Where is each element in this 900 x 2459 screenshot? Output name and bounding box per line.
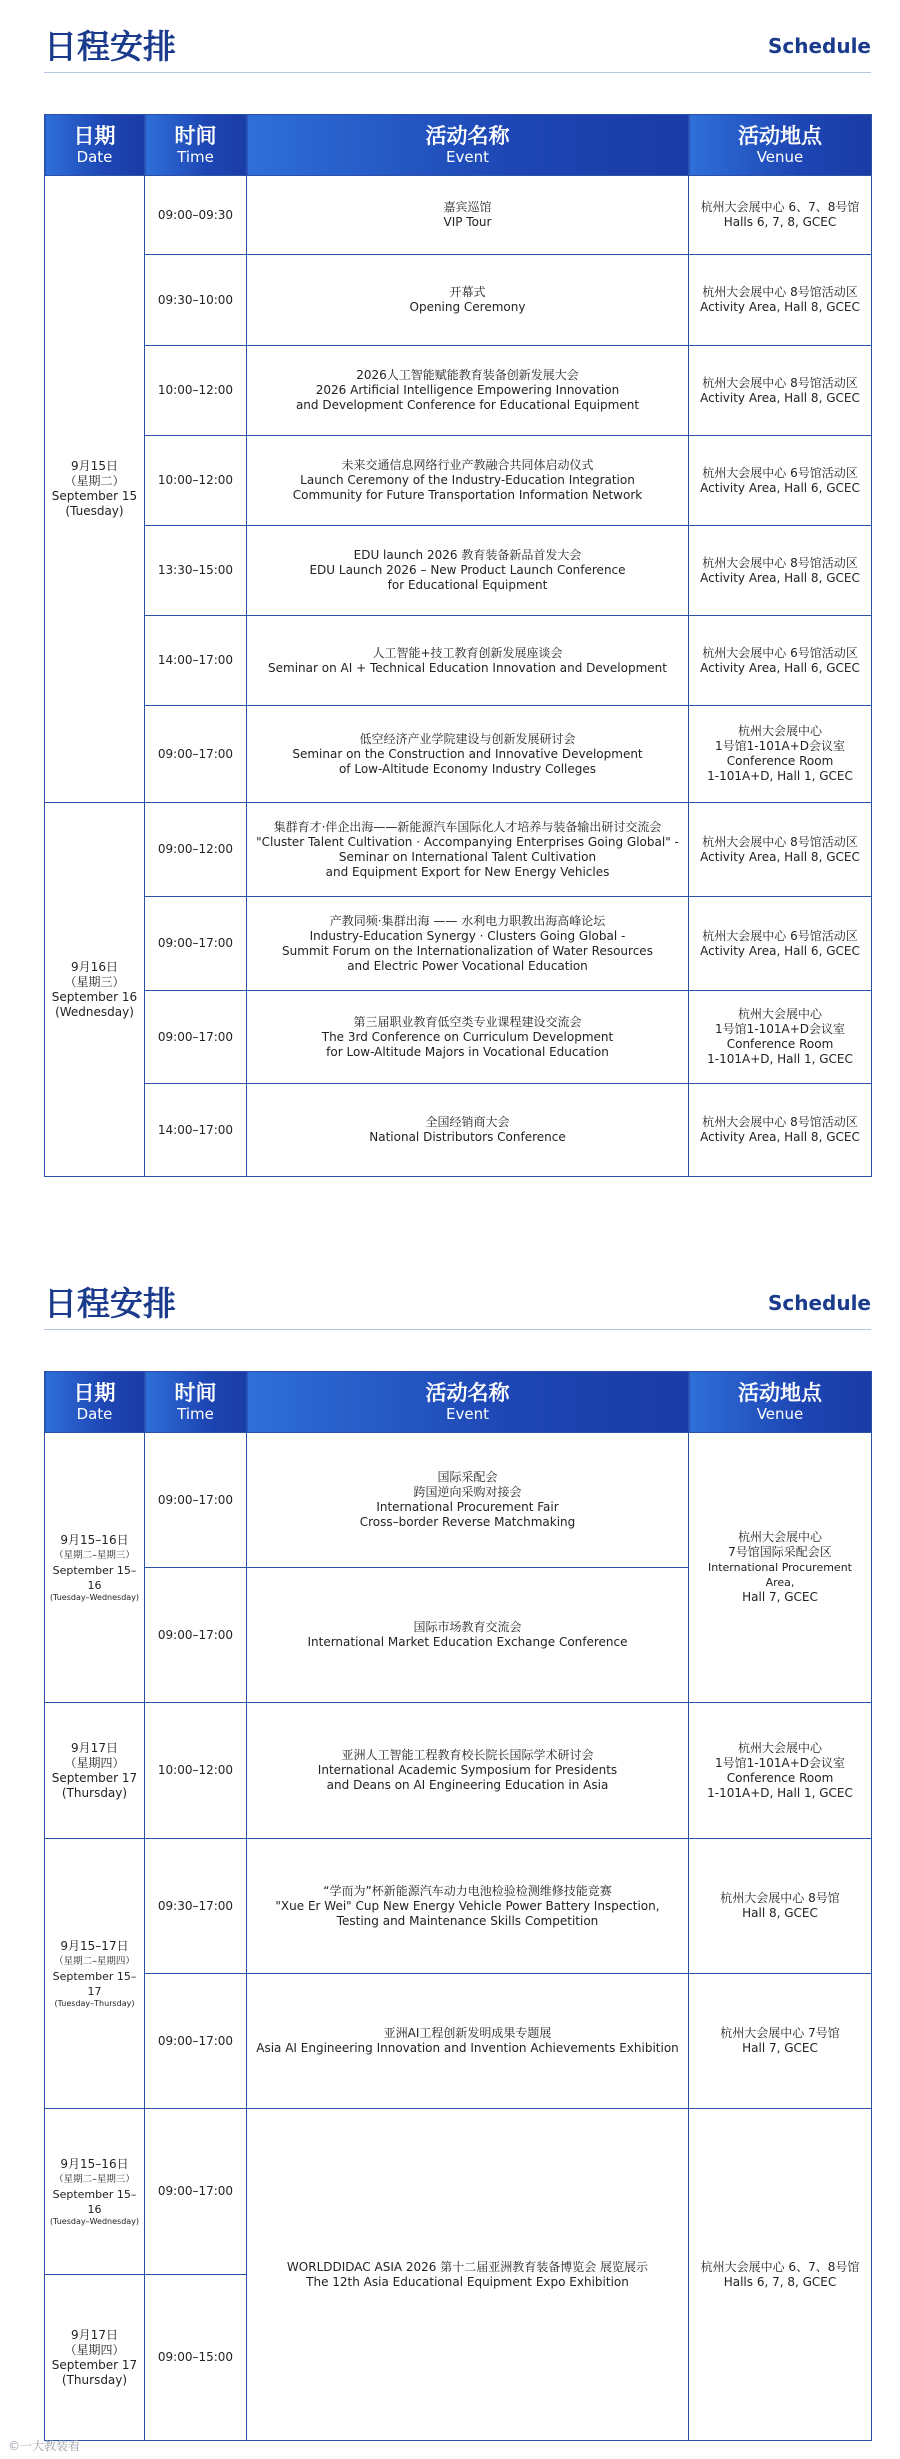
col-header-event: 活动名称 Event — [247, 1372, 689, 1433]
watermark: ©一大教装看 — [8, 2439, 81, 2453]
table-row — [45, 706, 872, 803]
venue-cell: 杭州大会展中心 7号馆国际采配会区 International Procurement Area, Hall 7, GCEC — [689, 1433, 872, 1703]
event-cell: “学而为”杯新能源汽车动力电池检验检测维修技能竞赛 "Xue Er Wei" Cup New Energy Vehicle Power Battery Inspection, Testing and Maintenance Skills Competition — [247, 1839, 689, 1974]
venue-cell: 杭州大会展中心 6、7、8号馆 Halls 6, 7, 8, GCEC — [689, 176, 872, 255]
table-row — [45, 255, 872, 346]
table-row — [45, 346, 872, 436]
event-cell: 开幕式 Opening Ceremony — [247, 255, 689, 346]
time-cell: 09:30–10:00 — [145, 255, 247, 346]
time-cell: 09:00–17:00 — [145, 1974, 247, 2109]
time-cell: 09:00–15:00 — [145, 2275, 247, 2441]
venue-cell: 杭州大会展中心 7号馆 Hall 7, GCEC — [689, 1974, 872, 2109]
event-cell: WORLDDIDAC ASIA 2026 第十二届亚洲教育装备博览会 展览展示 The 12th Asia Educational Equipment Expo Exhibition — [247, 2109, 689, 2441]
schedule-table-2 — [44, 1371, 872, 2441]
table-row — [45, 436, 872, 526]
date-cell: 9月16日 （星期三） September 16 (Wednesday) — [45, 803, 145, 1177]
venue-cell: 杭州大会展中心 8号馆活动区 Activity Area, Hall 8, GCEC — [689, 255, 872, 346]
col-header-venue: 活动地点 Venue — [689, 1372, 872, 1433]
col-header-event: 活动名称 Event — [247, 115, 689, 176]
time-cell: 14:00–17:00 — [145, 1084, 247, 1177]
event-cell: 亚洲AI工程创新发明成果专题展 Asia AI Engineering Innovation and Invention Achievements Exhibition — [247, 1974, 689, 2109]
table-row — [45, 2109, 872, 2275]
venue-cell: 杭州大会展中心 6号馆活动区 Activity Area, Hall 6, GCEC — [689, 616, 872, 706]
time-cell: 09:30–17:00 — [145, 1839, 247, 1974]
table-row — [45, 1974, 872, 2109]
page-title: 日程安排 — [44, 1284, 176, 1323]
venue-cell: 杭州大会展中心 1号馆1-101A+D会议室 Conference Room 1-101A+D, Hall 1, GCEC — [689, 706, 872, 803]
section-header — [44, 1283, 871, 1330]
time-cell: 09:00–17:00 — [145, 706, 247, 803]
time-cell: 14:00–17:00 — [145, 616, 247, 706]
time-cell: 09:00–17:00 — [145, 2109, 247, 2275]
event-cell: 未来交通信息网络行业产教融合共同体启动仪式 Launch Ceremony of the Industry-Education Integration Community for Future Transportation Information Network — [247, 436, 689, 526]
event-cell: 国际采配会 跨国逆向采购对接会 International Procurement Fair Cross–border Reverse Matchmaking — [247, 1433, 689, 1568]
date-cell: 9月15日 （星期二） September 15 (Tuesday) — [45, 176, 145, 803]
venue-cell: 杭州大会展中心 6号馆活动区 Activity Area, Hall 6, GCEC — [689, 436, 872, 526]
table-row — [45, 803, 872, 897]
event-cell: 产教同频·集群出海 —— 水利电力职教出海高峰论坛 Industry-Education Synergy · Clusters Going Global - Summit Forum on the Internationalization of Water Resources and Electric Power Vocational Education — [247, 897, 689, 991]
table-row — [45, 176, 872, 255]
venue-cell: 杭州大会展中心 1号馆1-101A+D会议室 Conference Room 1-101A+D, Hall 1, GCEC — [689, 1703, 872, 1839]
table-row — [45, 897, 872, 991]
table-header-row — [45, 1372, 872, 1433]
table-row — [45, 1433, 872, 1568]
page-title: 日程安排 — [44, 27, 176, 66]
page-title-en: Schedule — [767, 34, 871, 58]
venue-cell: 杭州大会展中心 8号馆活动区 Activity Area, Hall 8, GCEC — [689, 1084, 872, 1177]
table-row — [45, 1703, 872, 1839]
table-row — [45, 1839, 872, 1974]
time-cell: 09:00–17:00 — [145, 991, 247, 1084]
table-row — [45, 1084, 872, 1177]
time-cell: 10:00–12:00 — [145, 1703, 247, 1839]
event-cell: 2026人工智能赋能教育装备创新发展大会 2026 Artificial Intelligence Empowering Innovation and Development Conference for Educational Equipment — [247, 346, 689, 436]
schedule-table-1 — [44, 114, 872, 1177]
time-cell: 09:00–17:00 — [145, 1433, 247, 1568]
venue-cell: 杭州大会展中心 8号馆活动区 Activity Area, Hall 8, GCEC — [689, 346, 872, 436]
event-cell: 集群育才·伴企出海——新能源汽车国际化人才培养与装备输出研讨交流会 "Cluster Talent Cultivation · Accompanying Enterprises Going Global" - Seminar on International Talent Cultivation and Equipment Export for New Energy Vehicles — [247, 803, 689, 897]
col-header-time: 时间 Time — [145, 115, 247, 176]
venue-cell: 杭州大会展中心 8号馆 Hall 8, GCEC — [689, 1839, 872, 1974]
col-header-time: 时间 Time — [145, 1372, 247, 1433]
table-row — [45, 526, 872, 616]
event-cell: EDU launch 2026 教育装备新品首发大会 EDU Launch 2026 – New Product Launch Conference for Educational Equipment — [247, 526, 689, 616]
venue-cell: 杭州大会展中心 8号馆活动区 Activity Area, Hall 8, GCEC — [689, 526, 872, 616]
col-header-venue: 活动地点 Venue — [689, 115, 872, 176]
venue-cell: 杭州大会展中心 6号馆活动区 Activity Area, Hall 6, GCEC — [689, 897, 872, 991]
event-cell: 第三届职业教育低空类专业课程建设交流会 The 3rd Conference on Curriculum Development for Low-Altitude Majors in Vocational Education — [247, 991, 689, 1084]
date-cell: 9月17日 （星期四） September 17 (Thursday) — [45, 2275, 145, 2441]
date-cell: 9月17日 （星期四） September 17 (Thursday) — [45, 1703, 145, 1839]
time-cell: 13:30–15:00 — [145, 526, 247, 616]
event-cell: 国际市场教育交流会 International Market Education Exchange Conference — [247, 1568, 689, 1703]
event-cell: 低空经济产业学院建设与创新发展研讨会 Seminar on the Construction and Innovative Development of Low-Altitude Economy Industry Colleges — [247, 706, 689, 803]
event-cell: 亚洲人工智能工程教育校长院长国际学术研讨会 International Academic Symposium for Presidents and Deans on AI Engineering Education in Asia — [247, 1703, 689, 1839]
venue-cell: 杭州大会展中心 1号馆1-101A+D会议室 Conference Room 1-101A+D, Hall 1, GCEC — [689, 991, 872, 1084]
page-title-en: Schedule — [767, 1291, 871, 1315]
section-header — [44, 26, 871, 73]
event-cell: 人工智能+技工教育创新发展座谈会 Seminar on AI + Technical Education Innovation and Development — [247, 616, 689, 706]
col-header-date: 日期 Date — [45, 1372, 145, 1433]
date-cell: 9月15–17日 （星期二–星期四） September 15–17 (Tuesday–Thursday) — [45, 1839, 145, 2109]
date-cell: 9月15–16日 （星期二–星期三） September 15–16 (Tuesday–Wednesday) — [45, 1433, 145, 1703]
table-row — [45, 616, 872, 706]
time-cell: 10:00–12:00 — [145, 346, 247, 436]
table-header-row — [45, 115, 872, 176]
event-cell: 全国经销商大会 National Distributors Conference — [247, 1084, 689, 1177]
time-cell: 09:00–17:00 — [145, 897, 247, 991]
col-header-date: 日期 Date — [45, 115, 145, 176]
time-cell: 09:00–12:00 — [145, 803, 247, 897]
venue-cell: 杭州大会展中心 6、7、8号馆 Halls 6, 7, 8, GCEC — [689, 2109, 872, 2441]
time-cell: 09:00–09:30 — [145, 176, 247, 255]
event-cell: 嘉宾巡馆 VIP Tour — [247, 176, 689, 255]
venue-cell: 杭州大会展中心 8号馆活动区 Activity Area, Hall 8, GCEC — [689, 803, 872, 897]
time-cell: 09:00–17:00 — [145, 1568, 247, 1703]
time-cell: 10:00–12:00 — [145, 436, 247, 526]
date-cell: 9月15–16日 （星期二–星期三） September 15–16 (Tuesday–Wednesday) — [45, 2109, 145, 2275]
table-row — [45, 991, 872, 1084]
